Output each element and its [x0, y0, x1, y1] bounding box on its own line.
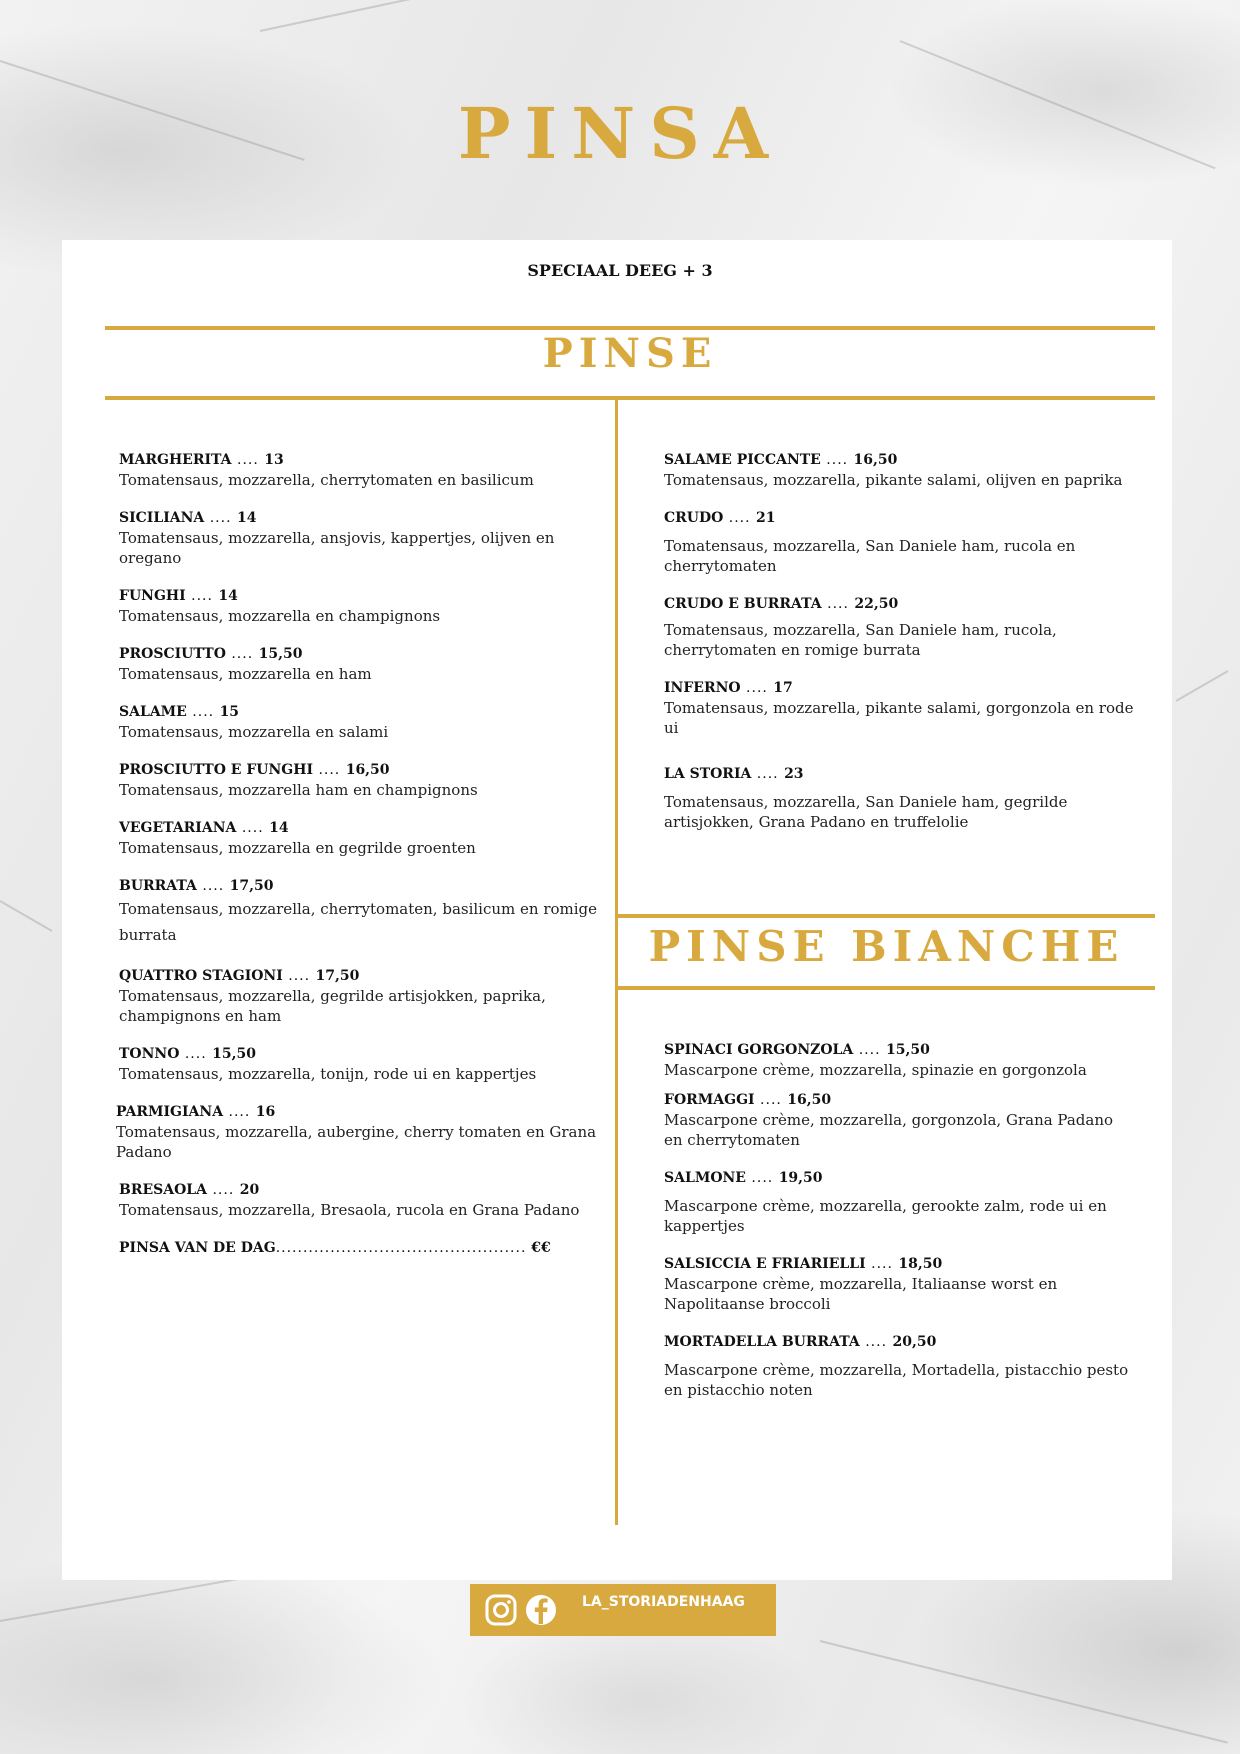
section-title-pinse-bianche: PINSE BIANCHE [648, 922, 1125, 971]
item-name: SALAME PICCANTE [664, 452, 821, 468]
price-separator: .... [186, 704, 220, 720]
price-separator: .... [865, 1256, 899, 1272]
item-price: 17 [773, 680, 793, 696]
item-name: PROSCIUTTO E FUNGHI [119, 762, 313, 778]
item-description: Tomatensaus, mozzarella, cherrytomaten, basilicum en romige burrata [119, 900, 598, 944]
item-name: CRUDO [664, 510, 724, 526]
item-name: CRUDO E BURRATA [664, 596, 822, 612]
menu-item-spinaci-gorgonzola [664, 1040, 1134, 1080]
item-price: 15,50 [885, 1042, 930, 1058]
item-name: SPINACI GORGONZOLA [664, 1042, 854, 1058]
menu-item-salame-piccante [664, 450, 1134, 490]
price-separator: .... [313, 762, 346, 778]
bianche-bottom-rule [618, 986, 1155, 990]
price-separator: .... [223, 1104, 256, 1120]
menu-item-quattro-stagioni [119, 966, 609, 1026]
section-title-pinse: PINSE [542, 330, 718, 377]
item-description: Tomatensaus, mozzarella, pikante salami, gorgonzola en rode ui [664, 699, 1134, 737]
item-description: Tomatensaus, mozzarella, cherrytomaten en basilicum [119, 471, 534, 489]
item-description: Tomatensaus, mozzarella, San Daniele ham, rucola, cherrytomaten en romige burrata [664, 621, 1057, 659]
price-separator: .... [820, 452, 854, 468]
menu-item-funghi [119, 586, 609, 626]
instagram-icon[interactable] [484, 1593, 518, 1627]
price-separator: .... [225, 646, 259, 662]
item-description: Tomatensaus, mozzarella, San Daniele ham, gegrilde artisjokken, Grana Padano en truffelolie [664, 793, 1068, 831]
item-name: QUATTRO STAGIONI [119, 968, 283, 984]
item-description: Tomatensaus, mozzarella, tonijn, rode ui en kappertjes [119, 1065, 537, 1083]
item-price: 14 [269, 820, 289, 836]
menu-item-crudo-e-burrata [664, 594, 1134, 660]
item-price: €€ [531, 1240, 551, 1256]
item-name: PARMIGIANA [116, 1104, 224, 1120]
menu-item-crudo [664, 508, 1134, 576]
item-price: 22,50 [854, 596, 899, 612]
menu-item-burrata [119, 876, 609, 948]
menu-item-prosciutto-e-funghi [119, 760, 609, 800]
item-description: Mascarpone crème, mozzarella, Mortadella, pistacchio pesto en pistacchio noten [664, 1361, 1129, 1399]
item-name: SALMONE [664, 1170, 746, 1186]
price-separator: .... [282, 968, 316, 984]
dough-surcharge-note: SPECIAAL DEEG + 3 [527, 261, 713, 280]
menu-item-salame [119, 702, 609, 742]
item-description: Tomatensaus, mozzarella, ansjovis, kappertjes, olijven en oregano [119, 529, 555, 567]
item-price: 16 [255, 1104, 276, 1120]
item-name: PROSCIUTTO [119, 646, 226, 662]
item-price: 21 [756, 510, 776, 526]
menu-item-salsiccia-e-friarielli [664, 1254, 1134, 1314]
item-description: Tomatensaus, mozzarella en champignons [119, 607, 441, 625]
price-separator: .... [207, 1182, 240, 1198]
price-separator: .... [231, 452, 265, 468]
price-separator: .... [723, 510, 757, 526]
menu-item-mortadella-burrata [664, 1332, 1134, 1400]
item-name: SALSICCIA E FRIARIELLI [664, 1256, 866, 1272]
item-name: VEGETARIANA [119, 820, 237, 836]
item-name: MORTADELLA BURRATA [664, 1334, 860, 1350]
price-separator: .... [859, 1334, 893, 1350]
price-separator: .... [196, 878, 230, 894]
menu-item-formaggi [664, 1090, 1134, 1150]
item-price: 16,50 [853, 452, 898, 468]
pinse-left-list [116, 450, 609, 1276]
social-handle[interactable]: LA_STORIADENHAAG [582, 1594, 745, 1610]
menu-item-tonno [119, 1044, 609, 1084]
menu-item-pinsa-van-de-dag [119, 1238, 609, 1258]
page-title: PINSA [457, 92, 783, 175]
item-description: Mascarpone crème, mozzarella, Italiaanse worst en Napolitaanse broccoli [664, 1275, 1058, 1313]
menu-item-margherita [119, 450, 609, 490]
item-description: Mascarpone crème, mozzarella, gorgonzola, Grana Padano en cherrytomaten [664, 1111, 1114, 1149]
item-price: 17,50 [315, 968, 360, 984]
item-description: Mascarpone crème, mozzarella, gerookte zalm, rode ui en kappertjes [664, 1197, 1107, 1235]
item-price: 18,50 [898, 1256, 943, 1272]
item-name: LA STORIA [664, 766, 752, 782]
item-description: Tomatensaus, mozzarella en gegrilde groenten [119, 839, 476, 857]
item-description: Tomatensaus, mozzarella ham en champignons [119, 781, 478, 799]
menu-item-prosciutto [119, 644, 609, 684]
menu-item-la-storia [664, 764, 1134, 832]
price-separator: .... [179, 1046, 213, 1062]
menu-item-inferno [664, 678, 1134, 738]
item-description: Tomatensaus, mozzarella en salami [119, 723, 389, 741]
price-separator: .... [751, 766, 785, 782]
menu-item-parmigiana [116, 1102, 609, 1162]
item-name: BRESAOLA [119, 1182, 208, 1198]
bianche-top-rule [618, 914, 1155, 918]
item-description: Tomatensaus, mozzarella, pikante salami, olijven en paprika [664, 471, 1123, 489]
marble-vein [820, 1640, 1228, 1744]
price-separator: .... [236, 820, 270, 836]
item-price: 20 [239, 1182, 260, 1198]
price-separator: .... [754, 1092, 788, 1108]
marble-vein [0, 900, 52, 932]
item-price: 20,50 [892, 1334, 937, 1350]
item-name: INFERNO [664, 680, 741, 696]
item-description: Tomatensaus, mozzarella, San Daniele ham, rucola en cherrytomaten [664, 537, 1076, 575]
item-name: PINSA VAN DE DAG [119, 1240, 276, 1256]
price-separator: .... [821, 596, 855, 612]
pinse-right-list [664, 450, 1134, 850]
item-name: SICILIANA [119, 510, 205, 526]
facebook-icon[interactable] [524, 1593, 558, 1627]
menu-item-siciliana [119, 508, 609, 568]
item-description: Tomatensaus, mozzarella, aubergine, cherry tomaten en Grana Padano [116, 1123, 597, 1161]
item-name: BURRATA [119, 878, 197, 894]
item-price: 15,50 [258, 646, 303, 662]
marble-vein [260, 0, 515, 32]
item-description: Tomatensaus, mozzarella, Bresaola, rucola en Grana Padano [119, 1201, 580, 1219]
marble-vein [1176, 670, 1229, 702]
item-price: 19,50 [778, 1170, 823, 1186]
item-description: Tomatensaus, mozzarella, gegrilde artisjokken, paprika, champignons en ham [119, 987, 546, 1025]
item-price: 14 [236, 510, 257, 526]
item-name: MARGHERITA [119, 452, 232, 468]
price-separator: .... [853, 1042, 886, 1058]
item-name: FUNGHI [119, 588, 186, 604]
item-price: 16,50 [787, 1092, 832, 1108]
item-price: 16,50 [345, 762, 390, 778]
social-footer [470, 1584, 776, 1636]
item-name: SALAME [119, 704, 187, 720]
pinse-bianche-list [664, 1040, 1134, 1418]
item-name: TONNO [119, 1046, 180, 1062]
item-price: 14 [218, 588, 238, 604]
price-separator: .... [204, 510, 237, 526]
price-separator: .............................................. [275, 1240, 527, 1256]
item-price: 15,50 [212, 1046, 256, 1062]
item-price: 23 [784, 766, 804, 782]
price-separator: .... [185, 588, 219, 604]
price-separator: .... [740, 680, 774, 696]
menu-item-bresaola [119, 1180, 609, 1220]
item-description: Tomatensaus, mozzarella en ham [119, 665, 372, 683]
item-price: 17,50 [229, 878, 274, 894]
price-separator: .... [745, 1170, 779, 1186]
item-name: FORMAGGI [664, 1092, 755, 1108]
item-price: 13 [264, 452, 284, 468]
pinse-bottom-rule [105, 396, 1155, 400]
menu-item-vegetariana [119, 818, 609, 858]
item-price: 15 [219, 704, 240, 720]
menu-item-salmone [664, 1168, 1134, 1236]
item-description: Mascarpone crème, mozzarella, spinazie en gorgonzola [664, 1061, 1087, 1079]
